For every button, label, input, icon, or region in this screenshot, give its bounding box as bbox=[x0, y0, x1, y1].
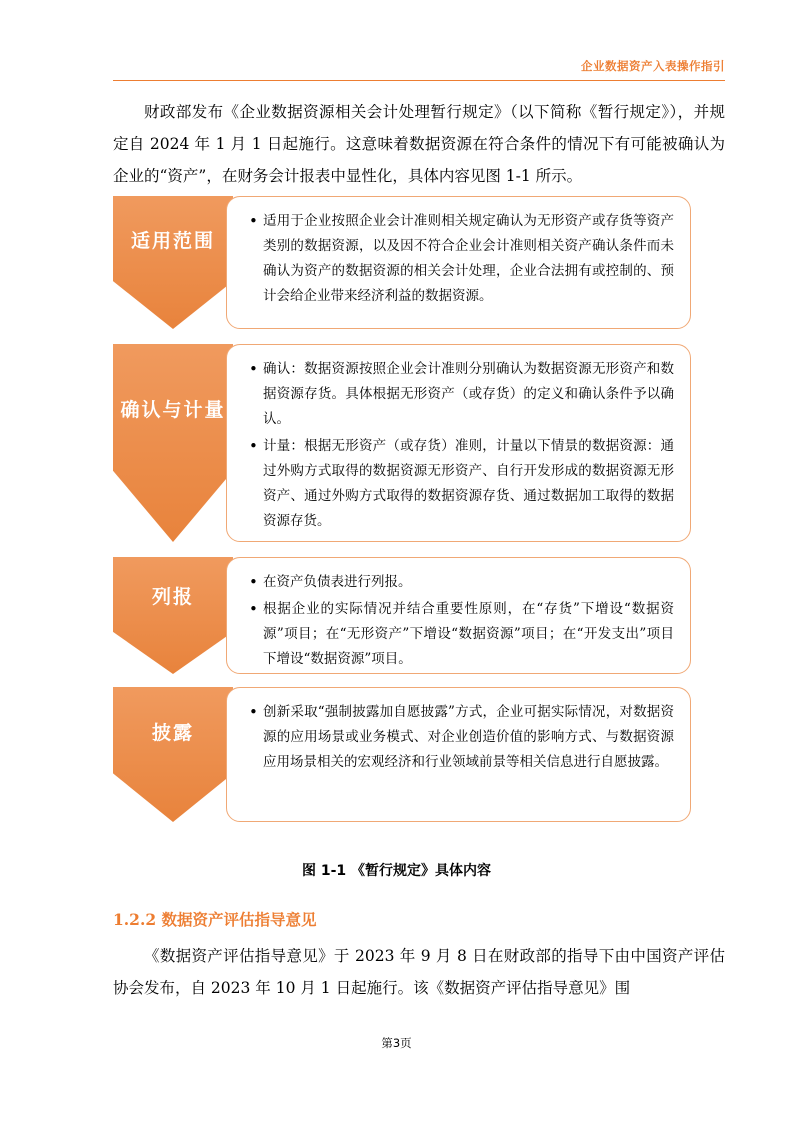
diagram-callout bbox=[226, 557, 691, 674]
figure-flow-diagram bbox=[113, 196, 691, 846]
diagram-callout bbox=[226, 196, 691, 329]
diagram-block-label: 确认与计量 bbox=[120, 398, 226, 421]
callout-bullet: • 适用于企业按照企业会计准则相关规定确认为无形资产或存货等资产类别的数据资源，以及因不符合企业会计准则相关资产确认条件而未确认为资产的数据资源的相关会计处理，企业合法拥有或控制的、预计会给企业带来经济利益的数据资源。 bbox=[263, 209, 674, 309]
diagram-block bbox=[113, 344, 691, 542]
diagram-callout bbox=[226, 344, 691, 542]
callout-bullet: • 确认：数据资源按照企业会计准则分别确认为数据资源无形资产和数据资源存货。具体根据无形资产（或存货）的定义和确认条件予以确认。 bbox=[263, 357, 674, 432]
section-heading: 1.2.2 数据资产评估指导意见 bbox=[113, 910, 317, 929]
intro-paragraph: 财政部发布《企业数据资源相关会计处理暂行规定》（以下简称《暂行规定》），并规定自 2024 年 1 月 1 日起施行。这意味着数据资源在符合条件的情况下有可能被确认为企业的“资产”，在财务会计报表中显性化，具体内容见图 1-1 所示。 bbox=[113, 103, 725, 185]
callout-bullet: • 创新采取“强制披露加自愿披露”方式，企业可据实际情况，对数据资源的应用场景或业务模式、对企业创造价值的影响方式、与数据资源应用场景相关的宏观经济和行业领域前景等相关信息进行自愿披露。 bbox=[263, 700, 674, 775]
diagram-block-label: 适用范围 bbox=[130, 229, 215, 252]
page-header-title: 企业数据资产入表操作指引 bbox=[581, 59, 725, 73]
diagram-block bbox=[113, 687, 691, 822]
page-number: 第3页 bbox=[381, 1036, 412, 1050]
section-paragraph: 《数据资产评估指导意见》于 2023 年 9 月 8 日在财政部的指导下由中国资产评估协会发布，自 2023 年 10 月 1 日起施行。该《数据资产评估指导意见》围 bbox=[113, 947, 725, 997]
callout-bullet: • 在资产负债表进行列报。 bbox=[263, 570, 674, 595]
figure-caption: 图 1-1 《暂行规定》具体内容 bbox=[301, 863, 492, 879]
header-divider bbox=[113, 80, 725, 81]
callout-bullet: • 计量：根据无形资产（或存货）准则，计量以下情景的数据资源：通过外购方式取得的数据资源无形资产、自行开发形成的数据资源无形资产、通过外购方式取得的数据资源存货、通过数据加工取得的数据资源存货。 bbox=[263, 434, 674, 534]
diagram-block bbox=[113, 557, 691, 674]
diagram-block bbox=[113, 196, 691, 329]
callout-bullet: • 根据企业的实际情况并结合重要性原则，在“存货”下增设“数据资源”项目；在“无形资产”下增设“数据资源”项目；在“开发支出”项目下增设“数据资源”项目。 bbox=[263, 597, 674, 672]
diagram-block-label: 列报 bbox=[151, 585, 194, 608]
diagram-callout bbox=[226, 687, 691, 822]
diagram-block-label: 披露 bbox=[151, 721, 194, 744]
